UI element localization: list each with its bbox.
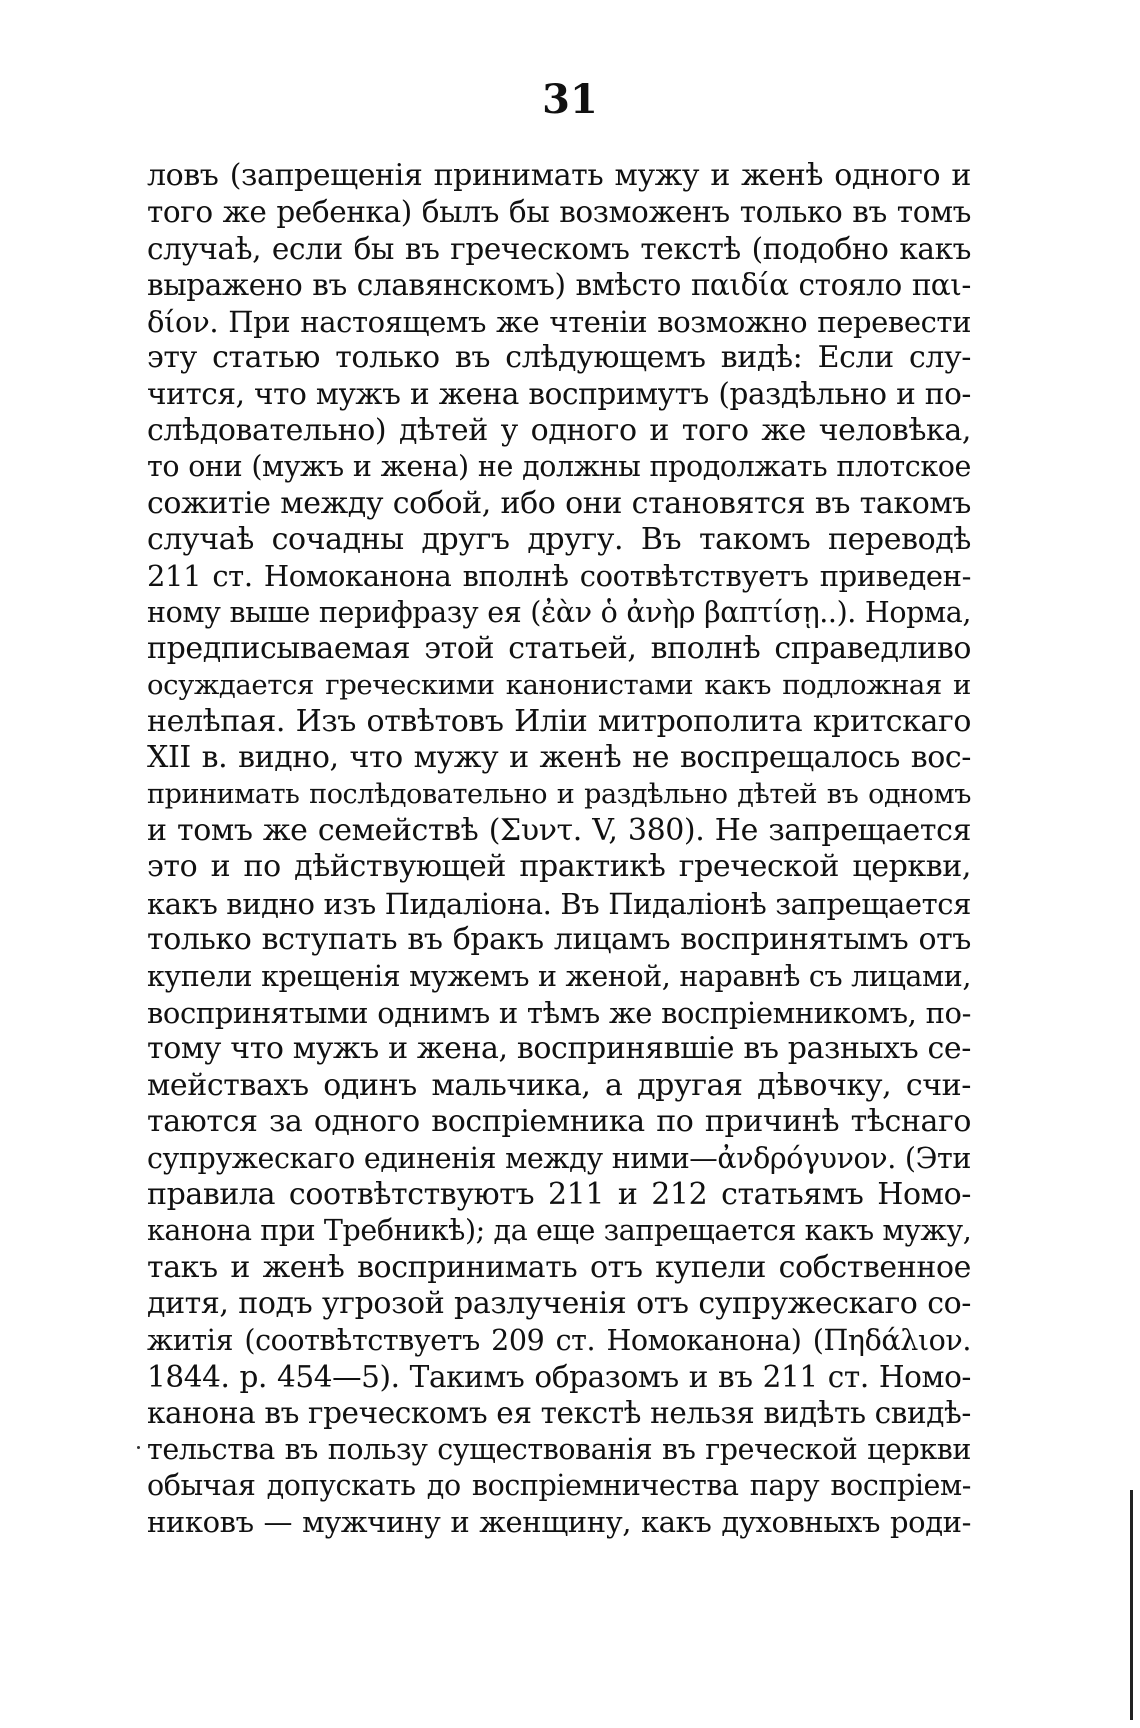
text-line: осуждается греческими канонистами какъ подложная и (147, 669, 971, 702)
text-line: случаѣ, если бы въ греческомъ текстѣ (подобно какъ (147, 231, 971, 266)
text-line: это и по дѣйствующей практикѣ греческой церкви, (147, 849, 971, 885)
text-line: нелѣпая. Изъ отвѣтовъ Иліи митрополита критскаго (147, 703, 971, 739)
text-line: чится, что мужъ и жена воспримутъ (раздѣльно и по- (147, 377, 971, 412)
page-number: 31 (542, 76, 598, 123)
text-line: предписываемая этой статьей, вполнѣ справедливо (147, 631, 971, 667)
text-line: принимать послѣдовательно и раздѣльно дѣтей въ одномъ (147, 778, 971, 810)
text-line: ловъ (запрещенія принимать мужу и женѣ одного и (147, 158, 971, 193)
text-line: сожитіе между собой, ибо они становятся въ такомъ (147, 485, 971, 521)
text-line: житія (соотвѣтствуетъ 209 ст. Номоканона) (Πηδάλιον. (147, 1323, 971, 1357)
text-line: 1844. р. 454—5). Такимъ образомъ и въ 211 ст. Номо- (147, 1359, 971, 1394)
text-line: того же ребенка) былъ бы возможенъ только въ томъ (147, 195, 971, 230)
text-line: XII в. видно, что мужу и женѣ не воспрещалось вос- (147, 740, 971, 776)
text-line: слѣдовательно) дѣтей у одного и того же человѣка, (147, 412, 971, 448)
text-line: ному выше перифразу ея (ἐὰν ὁ ἀνὴρ βαπτίσῃ..). Норма, (147, 595, 971, 629)
text-line: супружескаго единенія между ними—ἀνδρόγυνον. (Эти (147, 1141, 971, 1175)
text-line: таются за одного воспріемника по причинѣ тѣснаго (147, 1104, 971, 1140)
page-edge-rule (1130, 1490, 1133, 1720)
text-line: обычая допускать до воспріемничества пару воспріем- (147, 1469, 971, 1503)
text-line: тельства въ пользу существованія въ греческой церкви (147, 1432, 971, 1466)
text-line: дитя, подъ угрозой разлученія отъ супружескаго со- (147, 1286, 971, 1322)
text-line: тому что мужъ и жена, воспринявшіе въ разныхъ се- (147, 1031, 971, 1067)
text-line: канона въ греческомъ ея текстѣ нельзя видѣть свидѣ- (147, 1396, 971, 1431)
text-line: воспринятыми однимъ и тѣмъ же воспріемникомъ, по- (147, 995, 971, 1030)
body-text (147, 158, 971, 1541)
text-line: случаѣ сочадны другъ другу. Въ такомъ переводѣ (147, 521, 971, 557)
text-line: какъ видно изъ Пидаліона. Въ Пидаліонѣ запрещается (147, 886, 971, 921)
text-line: только вступать въ бракъ лицамъ воспринятымъ отъ (147, 922, 971, 958)
text-line: 211 ст. Номоканона вполнѣ соотвѣтствуетъ приведен- (147, 559, 971, 594)
text-line: и томъ же семействѣ (Συντ. V, 380). Не запрещается (147, 813, 971, 849)
text-line: δίον. При настоящемъ же чтеніи возможно перевести (147, 304, 971, 339)
scan-speck (137, 1446, 140, 1449)
text-line: мействахъ одинъ мальчика, а другая дѣвочку, счи- (147, 1067, 971, 1103)
text-line: такъ и женѣ воспринимать отъ купели собственное (147, 1249, 971, 1285)
text-line: никовъ — мужчину и женщину, какъ духовныхъ роди- (147, 1505, 971, 1540)
text-line: канона при Требникѣ); да еще запрещается какъ мужу, (147, 1214, 972, 1248)
text-line: правила соотвѣтствуютъ 211 и 212 статьямъ Номо- (147, 1176, 971, 1212)
text-line: выражено въ славянскомъ) вмѣсто παιδία стояло παι- (147, 268, 971, 303)
text-line: то они (мужъ и жена) не должны продолжать плотское (147, 450, 971, 484)
text-line: эту статью только въ слѣдующемъ видѣ: Если слу- (147, 339, 971, 375)
text-line: купели крещенія мужемъ и женой, наравнѣ съ лицами, (147, 959, 971, 993)
